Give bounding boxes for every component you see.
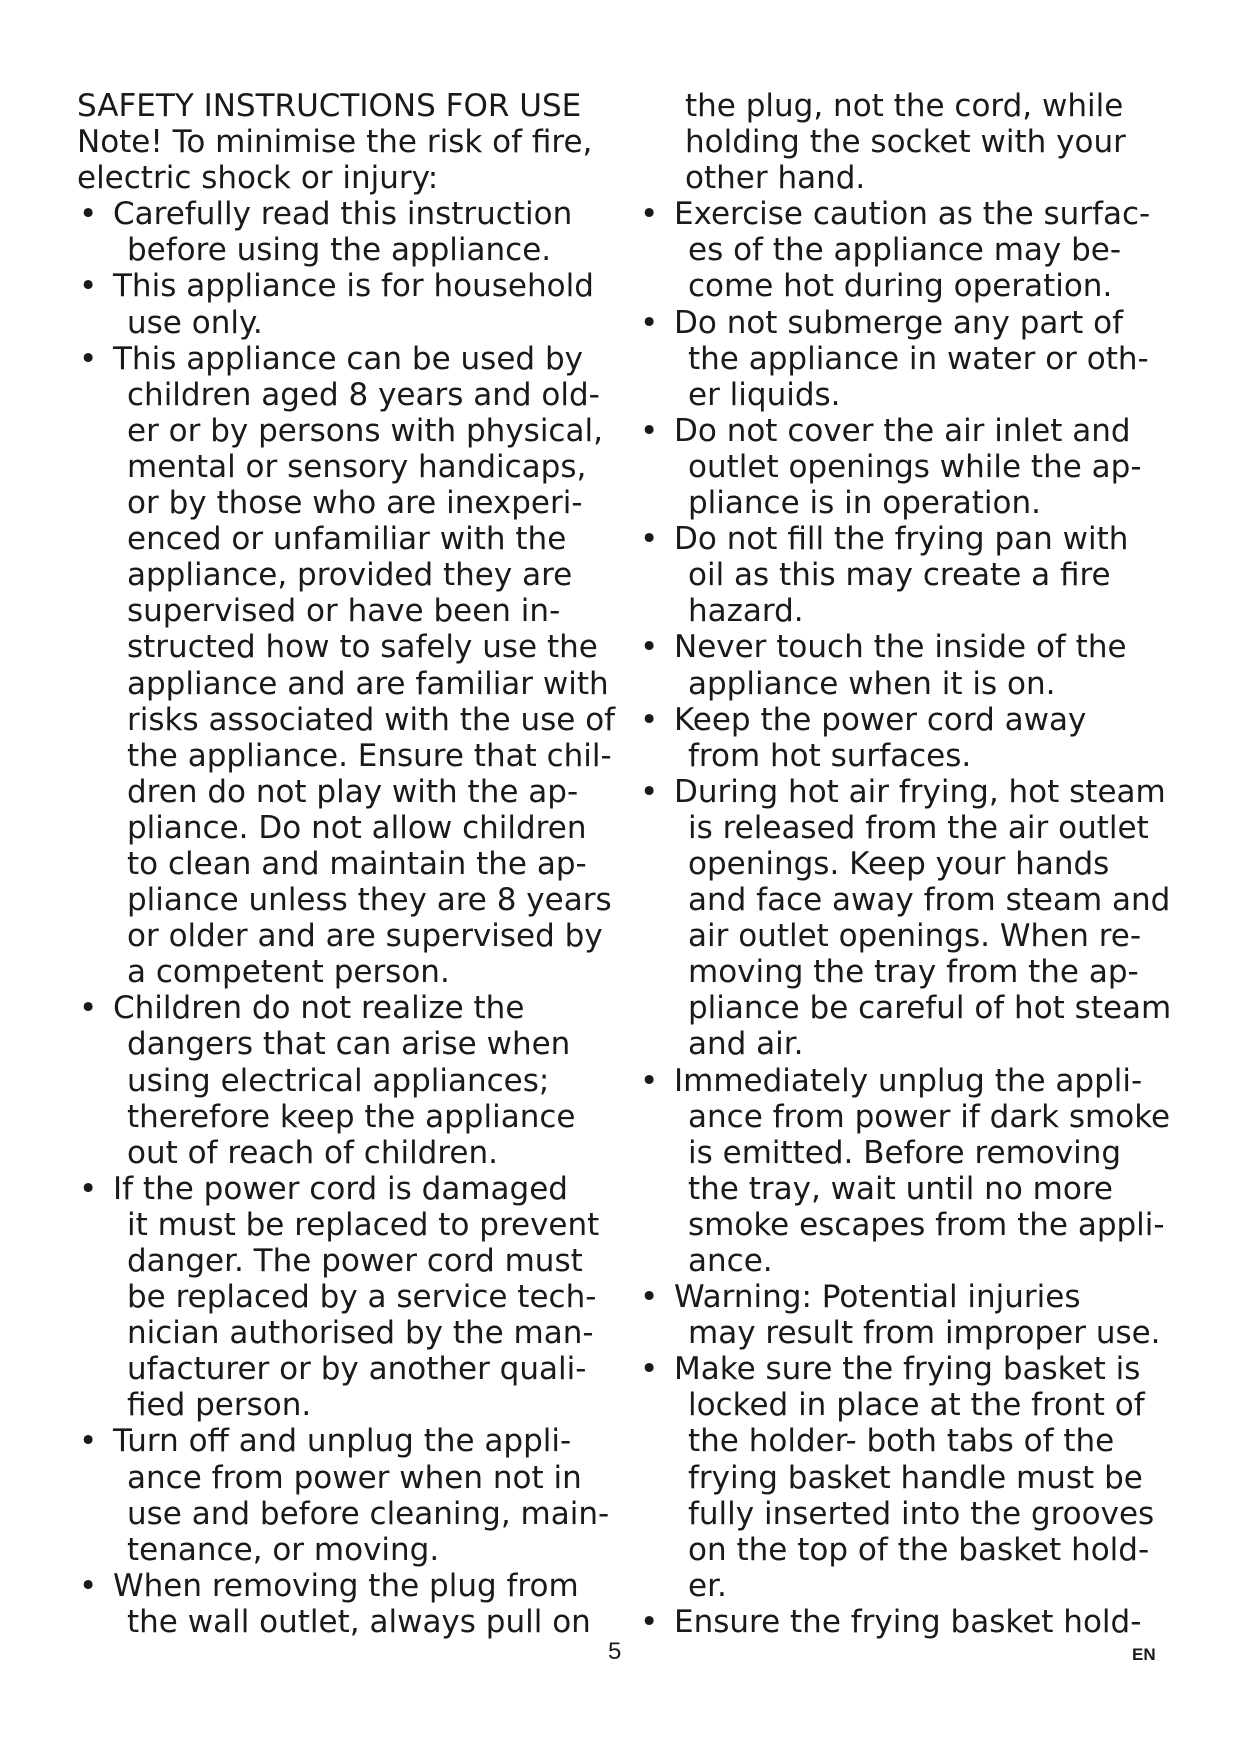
bullet-item-continuation: a competent person. <box>127 954 450 991</box>
bullet-item-continuation: pliance. Do not allow children <box>127 809 587 846</box>
bullet-item-continuation: ufacturer or by another quali- <box>127 1351 587 1388</box>
bullet-item-continuation: the holder- both tabs of the <box>688 1423 1115 1460</box>
bullet-item-continuation: before using the appliance. <box>127 232 552 269</box>
bullet-item-continuation: using electrical appliances; <box>127 1062 550 1099</box>
bullet-item-continuation: ance from power if dark smoke <box>688 1098 1171 1135</box>
bullet-item-continuation: fied person. <box>127 1387 312 1424</box>
bullet-item-continuation: air outlet openings. When re- <box>688 918 1142 955</box>
bullet-item-continuation: enced or unfamiliar with the <box>127 521 567 558</box>
section-heading: SAFETY INSTRUCTIONS FOR USE <box>77 88 582 124</box>
text-line: electric shock or injury: <box>77 160 439 197</box>
bullet-item-continuation: frying basket handle must be <box>688 1459 1143 1496</box>
bullet-item-start: • Warning: Potential injuries <box>638 1279 1180 1315</box>
bullet-item-continuation: the tray, wait until no more <box>688 1170 1113 1207</box>
bullet-item-start: • When removing the plug from <box>77 1568 622 1604</box>
bullet-item-continuation: mental or sensory handicaps, <box>127 448 587 485</box>
bullet-item-continuation: is emitted. Before removing <box>688 1134 1122 1171</box>
bullet-item-continuation: pliance is in operation. <box>688 485 1041 522</box>
bullet-item-start: • Make sure the frying basket is <box>638 1351 1180 1387</box>
bullet-item-continuation: er. <box>688 1567 727 1604</box>
page-number: 5 <box>608 1638 622 1665</box>
bullet-item-start: • If the power cord is damaged <box>77 1171 622 1207</box>
bullet-item-start: • Do not cover the air inlet and <box>638 413 1180 449</box>
bullet-item-continuation: hazard. <box>688 593 804 630</box>
bullet-item-continuation: appliance when it is on. <box>688 665 1056 702</box>
bullet-item-continuation: moving the tray from the ap- <box>688 954 1139 991</box>
bullet-item-continuation: risks associated with the use of <box>127 701 616 738</box>
bullet-item-start: • Do not submerge any part of <box>638 305 1180 341</box>
bullet-item-continuation: er or by persons with physical, <box>127 412 603 449</box>
bullet-item-continuation: pliance be careful of hot steam <box>688 990 1172 1027</box>
bullet-item-continuation: the appliance. Ensure that chil- <box>127 737 612 774</box>
bullet-item-continuation: es of the appliance may be- <box>688 232 1122 269</box>
bullet-item-start: • This appliance can be used by <box>77 341 622 377</box>
bullet-item-start: • Do not fill the frying pan with <box>638 521 1180 557</box>
bullet-item-start: • Exercise caution as the surfac- <box>638 196 1180 232</box>
bullet-item-start: • Ensure the frying basket hold- <box>638 1604 1180 1640</box>
bullet-item-continuation: the wall outlet, always pull on <box>127 1603 591 1640</box>
bullet-item-continuation: ance from power when not in <box>127 1459 582 1496</box>
bullet-item-continuation: locked in place at the front of <box>688 1387 1145 1424</box>
bullet-item-continuation: nician authorised by the man- <box>127 1315 594 1352</box>
bullet-item-start: • During hot air frying, hot steam <box>638 774 1180 810</box>
bullet-item-continuation: pliance unless they are 8 years <box>127 882 612 919</box>
bullet-item-continuation: tenance, or moving. <box>127 1531 440 1568</box>
bullet-item-continuation: use and before cleaning, main- <box>127 1495 610 1532</box>
bullet-item-continuation: oil as this may create a fire <box>688 557 1111 594</box>
bullet-item-continuation: dangers that can arise when <box>127 1026 571 1063</box>
bullet-item-continuation: structed how to safely use the <box>127 629 598 666</box>
bullet-item-continuation: use only. <box>127 304 263 341</box>
bullet-item-continuation: danger. The power cord must <box>127 1243 583 1279</box>
text-line: Note! To minimise the risk of fire, <box>77 124 593 161</box>
bullet-item-continuation: other hand. <box>685 160 866 197</box>
bullet-item-continuation: it must be replaced to prevent <box>127 1206 600 1243</box>
bullet-item-continuation: supervised or have been in- <box>127 593 561 630</box>
bullet-item-continuation: dren do not play with the ap- <box>127 773 579 810</box>
bullet-item-continuation: to clean and maintain the ap- <box>127 845 587 882</box>
bullet-item-start: • This appliance is for household <box>77 268 622 304</box>
bullet-item-start: • Keep the power cord away <box>638 702 1180 738</box>
bullet-item-continuation: ance. <box>688 1243 773 1279</box>
bullet-item-continuation: come hot during operation. <box>688 268 1113 305</box>
bullet-item-continuation: or by those who are inexperi- <box>127 485 583 522</box>
bullet-item-continuation: out of reach of children. <box>127 1134 499 1171</box>
bullet-item-continuation: openings. Keep your hands <box>688 845 1110 882</box>
bullet-item-start: • Never touch the inside of the <box>638 629 1180 665</box>
bullet-item-continuation: er liquids. <box>688 376 841 413</box>
bullet-item-continuation: and air. <box>688 1026 804 1063</box>
bullet-item-continuation: may result from improper use. <box>688 1315 1161 1352</box>
bullet-item-continuation: holding the socket with your <box>685 124 1126 161</box>
bullet-item-continuation: be replaced by a service tech- <box>127 1279 597 1316</box>
bullet-item-continuation: fully inserted into the grooves <box>688 1495 1155 1532</box>
bullet-item-continuation: on the top of the basket hold- <box>688 1531 1150 1568</box>
bullet-item-start: • Carefully read this instruction <box>77 196 622 232</box>
bullet-item-continuation: smoke escapes from the appli- <box>688 1206 1165 1243</box>
bullet-item-continuation: outlet openings while the ap- <box>688 448 1142 485</box>
left-column <box>77 88 622 1640</box>
right-column <box>638 88 1180 1640</box>
language-label: EN <box>1132 1645 1156 1664</box>
bullet-item-continuation: is released from the air outlet <box>688 809 1149 846</box>
bullet-item-continuation: or older and are supervised by <box>127 918 603 955</box>
bullet-item-continuation: children aged 8 years and old- <box>127 376 600 413</box>
bullet-item-continuation: from hot surfaces. <box>688 737 972 774</box>
bullet-item-continuation: appliance and are familiar with <box>127 665 609 702</box>
bullet-item-start: • Turn off and unplug the appli- <box>77 1423 622 1459</box>
bullet-item-start: • Immediately unplug the appli- <box>638 1063 1180 1099</box>
bullet-item-continuation: and face away from steam and <box>688 882 1171 919</box>
bullet-item-continuation: the plug, not the cord, while <box>685 88 1124 124</box>
bullet-item-continuation: therefore keep the appliance <box>127 1098 576 1135</box>
bullet-item-continuation: the appliance in water or oth- <box>688 340 1149 377</box>
bullet-item-start: • Children do not realize the <box>77 990 622 1026</box>
bullet-item-continuation: appliance, provided they are <box>127 557 573 594</box>
